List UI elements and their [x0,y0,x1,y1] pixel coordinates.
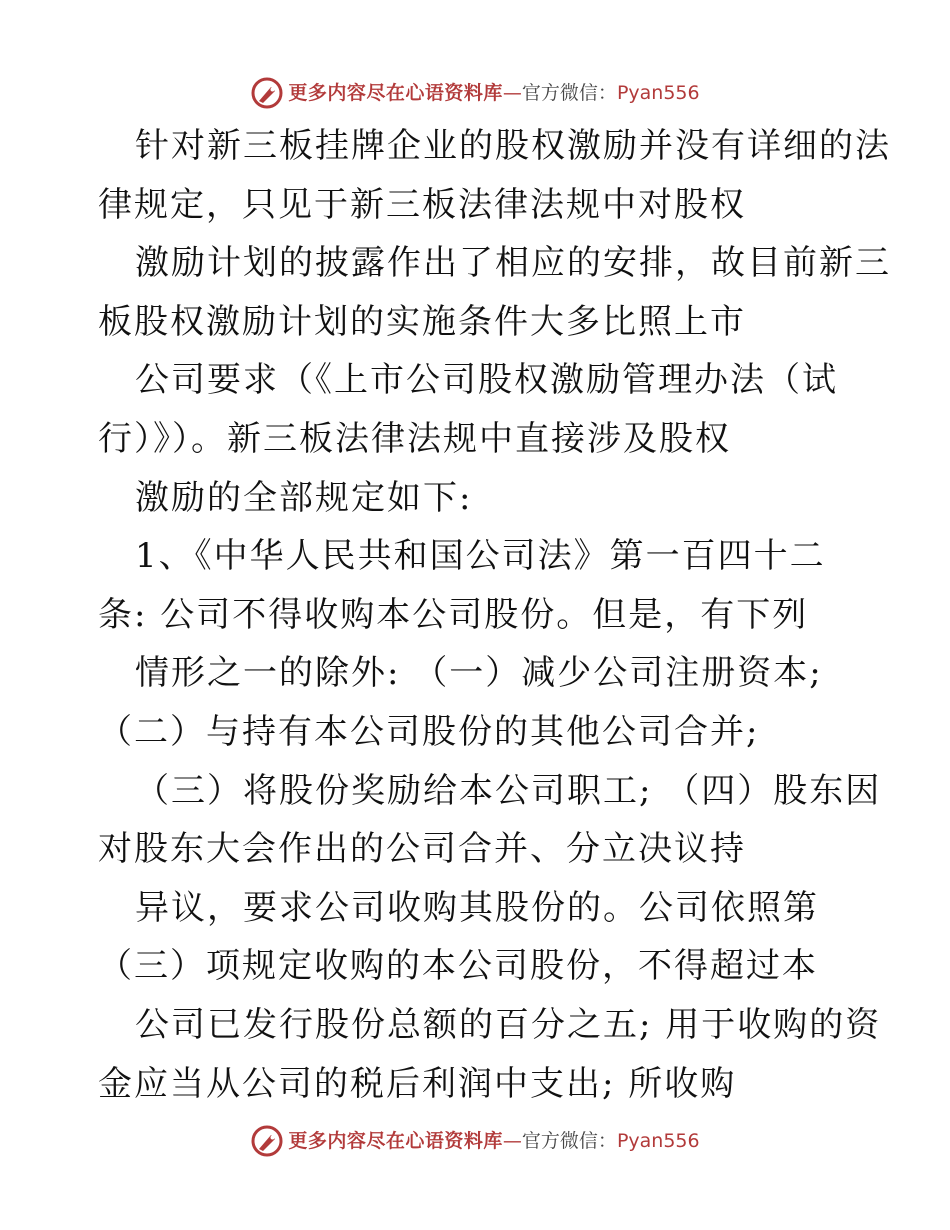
watermark-main-text: 更多内容尽在心语资料库 [288,1130,503,1152]
pen-nib-logo-icon [250,1124,284,1158]
text-line: （二）与持有本公司股份的其他公司合并; [98,711,760,752]
text-line: 行）》）。新三板法律法规中直接涉及股权 [98,418,731,459]
text-line: 金应当从公司的税后利润中支出; 所收购 [98,1063,737,1104]
text-line: 1、《中华人民共和国公司法》第一百四十二 [135,536,826,577]
header-watermark [0,76,950,110]
text-line: 激励计划的披露作出了相应的安排，故目前新三 [135,243,891,284]
watermark-wechat-label: 官方微信： [521,82,617,104]
text-line: 异议，要求公司收购其股份的。公司依照第 [135,887,819,928]
text-line: （三）项规定收购的本公司股份，不得超过本 [98,946,818,987]
text-line: 激励的全部规定如下: [135,477,473,518]
watermark-separator: — [502,1130,522,1152]
text-line: 公司已发行股份总额的百分之五; 用于收购的资 [135,1004,882,1045]
footer-watermark [0,1124,950,1158]
text-line: 律规定，只见于新三板法律法规中对股权 [98,184,746,225]
watermark-main-text: 更多内容尽在心语资料库 [288,82,503,104]
text-line: 对股东大会作出的公司合并、分立决议持 [98,829,746,870]
watermark-separator: — [502,82,522,104]
pen-nib-logo-icon [250,76,284,110]
text-line: 公司要求（《上市公司股权激励管理办法（试 [135,360,838,401]
document-body [98,117,891,1113]
watermark-wechat-id: Pyan556 [616,1130,700,1152]
watermark-wechat-id: Pyan556 [616,82,700,104]
text-line: （三）将股份奖励给本公司职工; （四）股东因 [135,770,882,811]
text-line: 板股权激励计划的实施条件大多比照上市 [98,301,746,342]
text-line: 针对新三板挂牌企业的股权激励并没有详细的法 [135,126,891,166]
watermark-wechat-label: 官方微信： [521,1130,617,1152]
text-line: 情形之一的除外: （一）减少公司注册资本; [135,653,823,694]
text-line: 条: 公司不得收购本公司股份。但是，有下列 [98,594,809,635]
